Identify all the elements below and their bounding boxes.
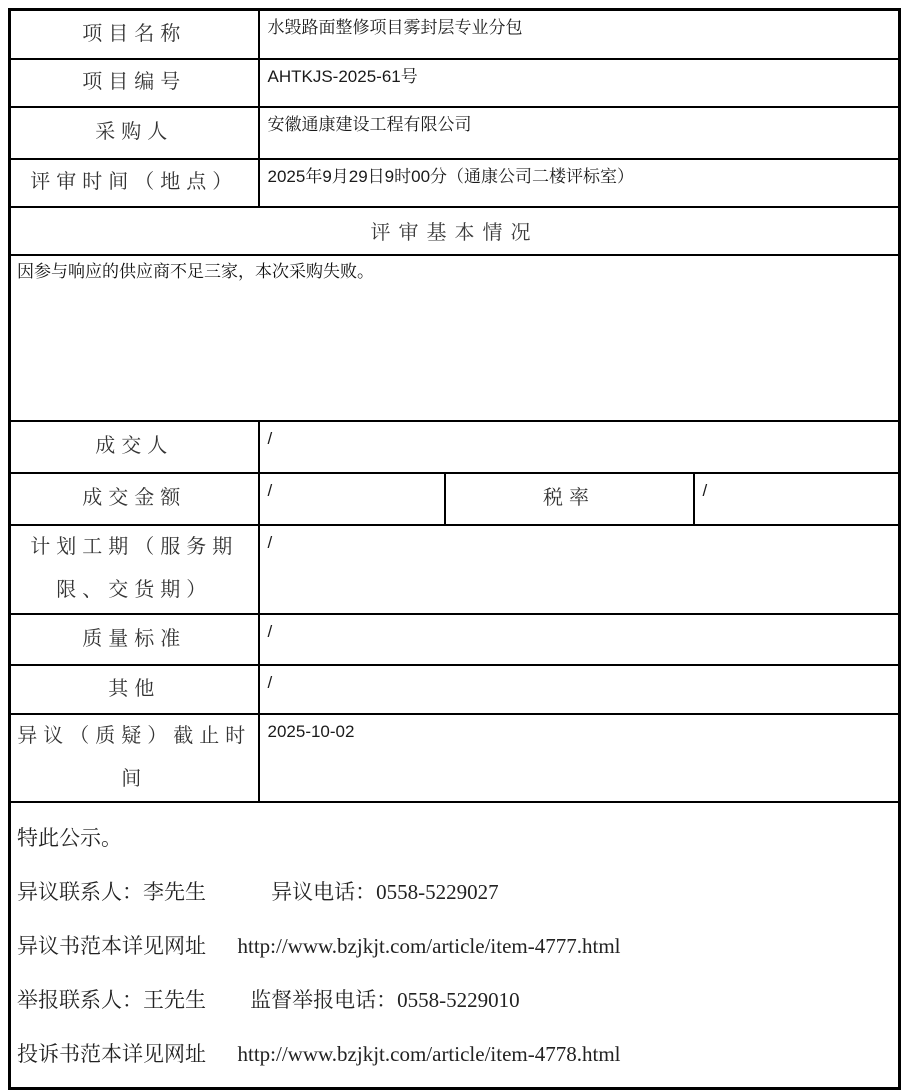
row-project-name [10, 10, 900, 59]
label-tax-rate: 税率 [445, 473, 694, 525]
objection-template-label: 异议书范本详见网址 [17, 933, 206, 958]
value-project-name: 水毁路面整修项目雾封层专业分包 [259, 10, 900, 59]
value-winner: / [259, 421, 900, 473]
row-objection-deadline [10, 714, 900, 802]
value-other: / [259, 665, 900, 714]
value-review-time: 2025年9月29日9时00分（通康公司二楼评标室） [259, 159, 900, 207]
value-project-number: AHTKJS-2025-61号 [259, 59, 900, 107]
complaint-template-label: 投诉书范本详见网址 [17, 1041, 206, 1066]
row-winner [10, 421, 900, 473]
report-contact: 举报联系人：王先生 [17, 987, 206, 1012]
row-other [10, 665, 900, 714]
objection-template-line [17, 919, 892, 973]
label-review-time: 评审时间（地点） [10, 159, 259, 207]
row-footer [10, 802, 900, 1089]
value-planned-period: / [259, 525, 900, 614]
footer-block [10, 802, 900, 1089]
row-project-number [10, 59, 900, 107]
label-winner: 成交人 [10, 421, 259, 473]
row-review-time [10, 159, 900, 207]
value-amount: / [259, 473, 445, 525]
row-amount [10, 473, 900, 525]
label-project-name: 项目名称 [10, 10, 259, 59]
value-tax-rate: / [694, 473, 900, 525]
label-planned-period: 计划工期（服务期限、交货期） [10, 525, 259, 614]
objection-template-url: http://www.bzjkjt.com/article/item-4777.html [237, 933, 621, 958]
review-table [8, 8, 901, 1090]
closing-statement: 特此公示。 [17, 825, 122, 850]
label-amount: 成交金额 [10, 473, 259, 525]
complaint-template-url: http://www.bzjkjt.com/article/item-4778.html [237, 1041, 621, 1066]
row-review-result [10, 255, 900, 421]
label-project-number: 项目编号 [10, 59, 259, 107]
objection-phone: 异议电话：0558-5229027 [271, 879, 499, 904]
label-other: 其他 [10, 665, 259, 714]
report-contact-line [17, 973, 892, 1027]
complaint-template-line [17, 1027, 892, 1081]
label-objection-deadline: 异议（质疑）截止时间 [10, 714, 259, 802]
row-purchaser [10, 107, 900, 159]
value-purchaser: 安徽通康建设工程有限公司 [259, 107, 900, 159]
report-phone: 监督举报电话：0558-5229010 [250, 987, 520, 1012]
label-purchaser: 采购人 [10, 107, 259, 159]
review-result-text: 因参与响应的供应商不足三家，本次采购失败。 [10, 255, 900, 421]
value-objection-deadline: 2025-10-02 [259, 714, 900, 802]
row-section-header [10, 207, 900, 255]
objection-contact-line [17, 865, 892, 919]
value-quality-standard: / [259, 614, 900, 665]
row-planned-period [10, 525, 900, 614]
objection-contact: 异议联系人：李先生 [17, 879, 206, 904]
row-quality-standard [10, 614, 900, 665]
section-header: 评审基本情况 [10, 207, 900, 255]
label-quality-standard: 质量标准 [10, 614, 259, 665]
